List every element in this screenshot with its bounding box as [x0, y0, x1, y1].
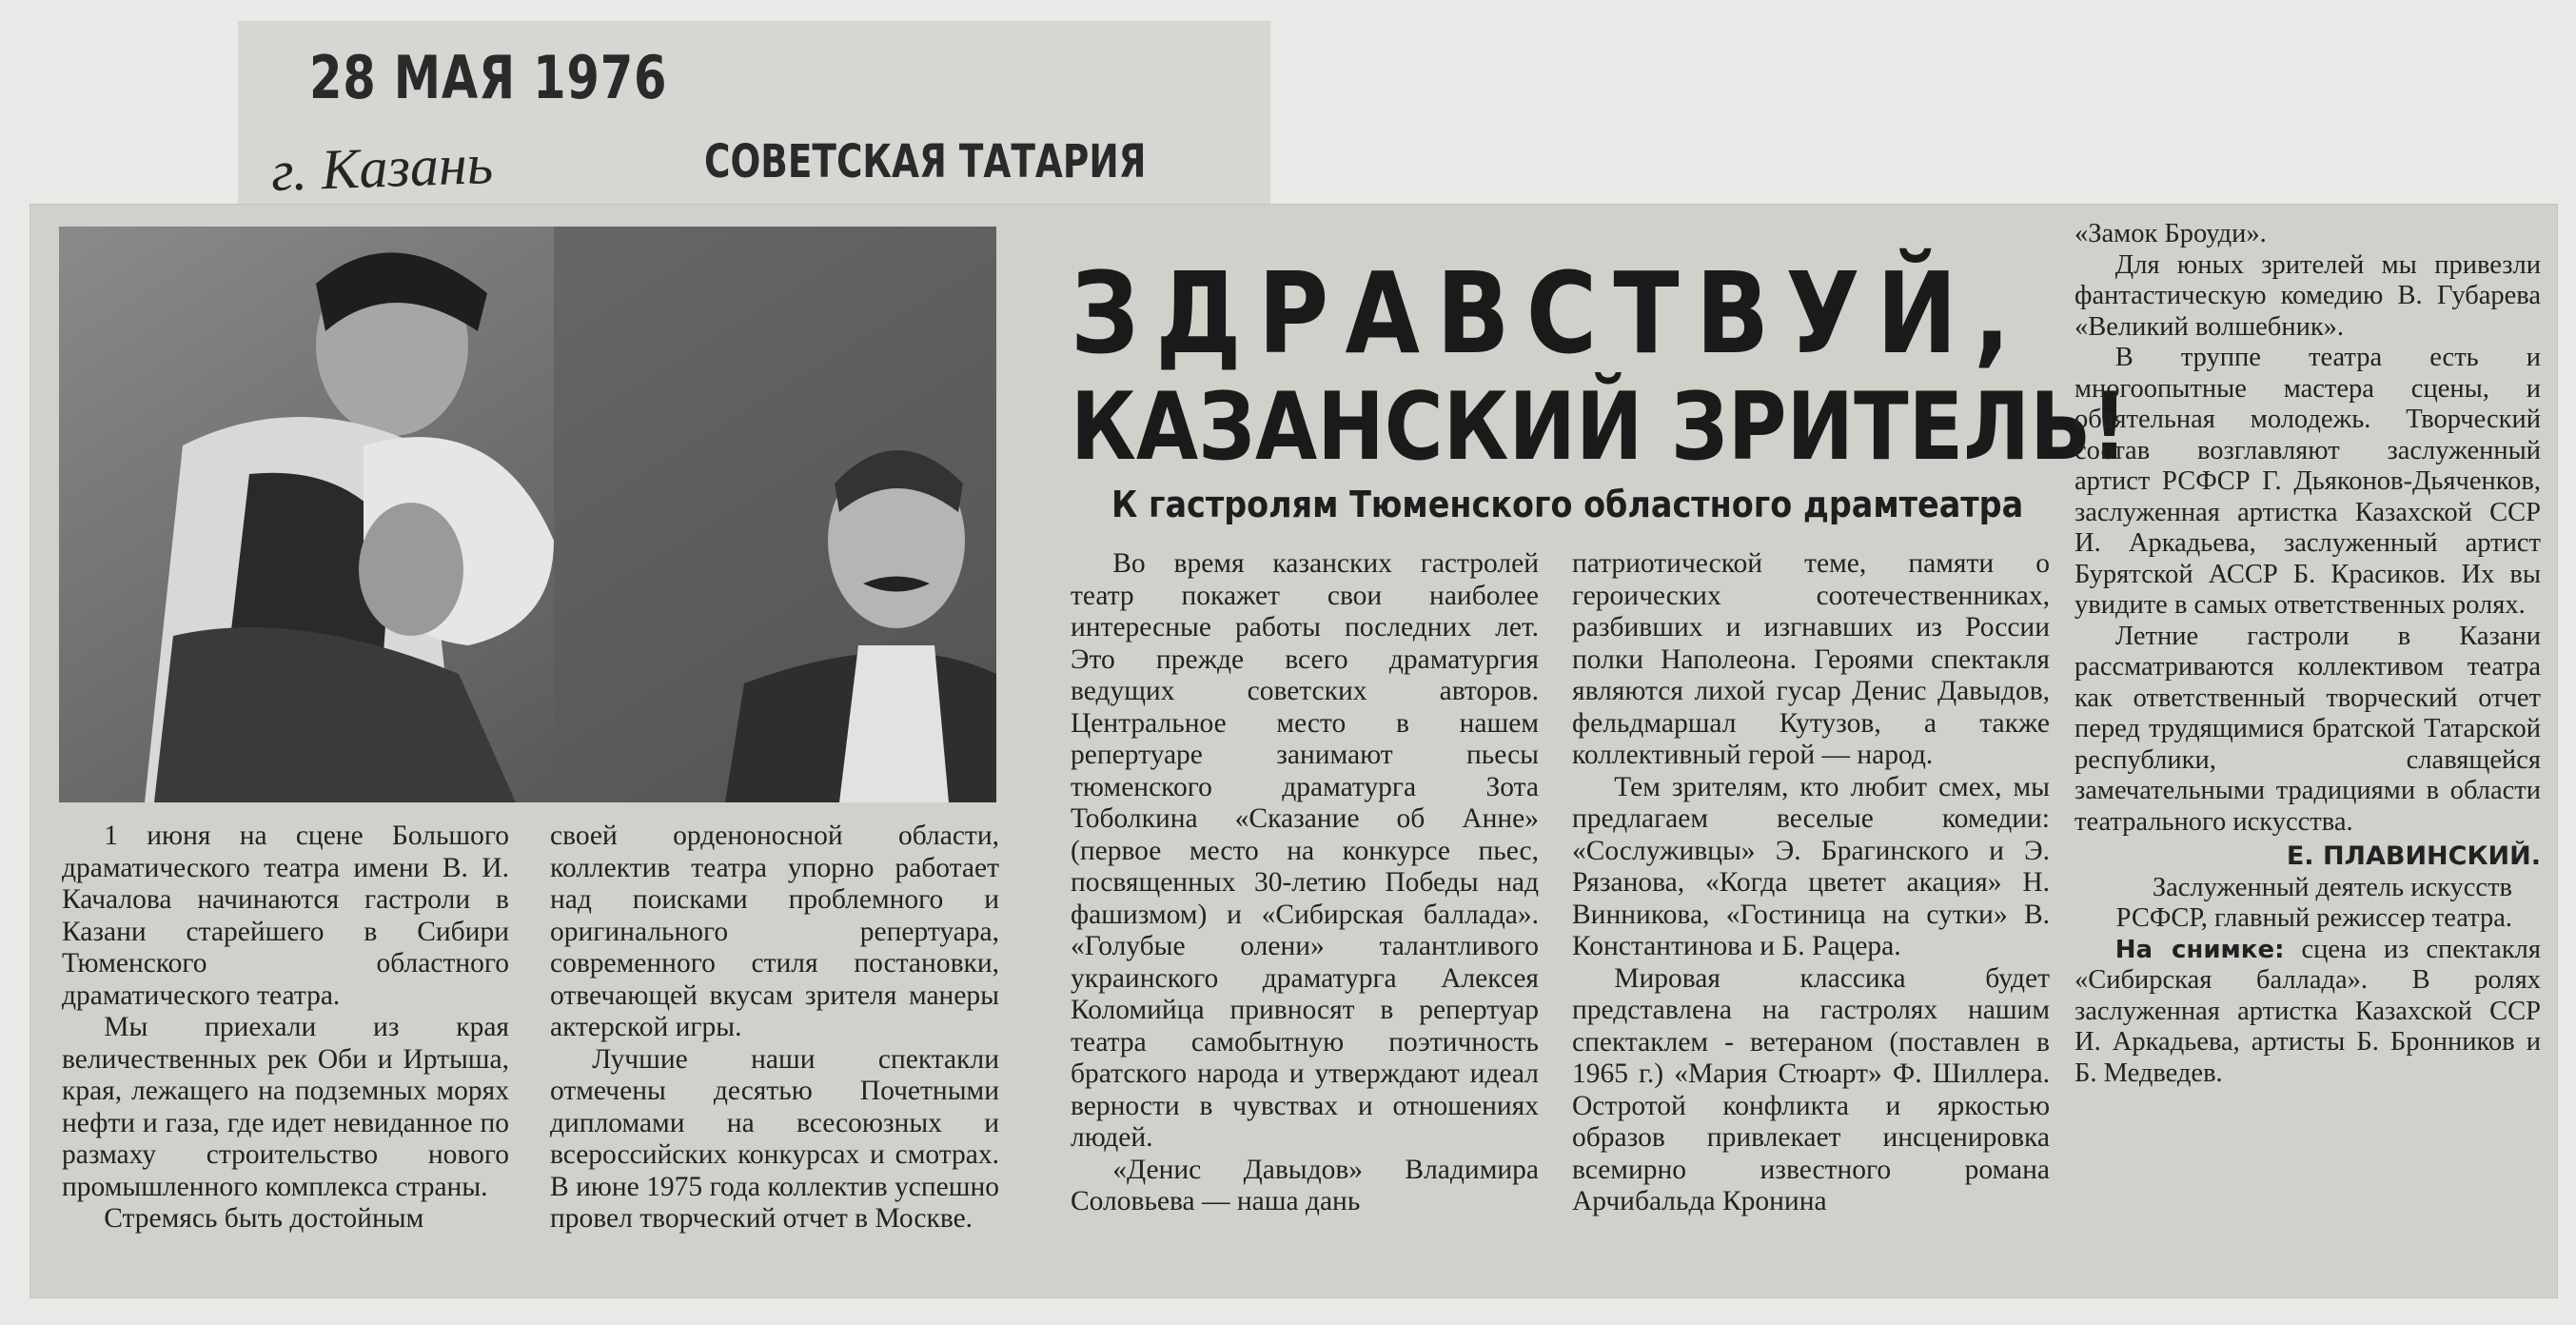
paragraph: своей орденоносной области, коллектив театра упорно работает над поисками проблемного и оригинального репертуара, современного стиля постановки, отвечающей вкусам зрителя манеры актерской игры. — [550, 821, 999, 1042]
paragraph: Летние гастроли в Казани рассматриваются коллективом театра как ответственный творческий отчет перед трудящимися братской Татарской республики, славящейся замечательными традициями в области театрального искусства. — [2075, 621, 2541, 837]
author-signature: Е. ПЛАВИНСКИЙ. — [2286, 841, 2541, 871]
paragraph: 1 июня на сцене Большого драматического театра имени В. И. Качалова начинаются гастроли в Казани старейшего в Сибири Тюменского областного драматического театра. — [62, 821, 509, 1011]
photo-caption — [2075, 935, 2541, 1090]
article-subtitle: К гастролям Тюменского областного драмтеатра — [1111, 484, 2024, 525]
paragraph: Лучшие наши спектакли отмечены десятью Почетными дипломами на всесоюзных и всероссийских конкурсах и смотрах. В июне 1975 года коллектив успешно провел творческий отчет в Москве. — [550, 1043, 999, 1234]
stamp-newspaper-name: СОВЕТСКАЯ ТАТАРИЯ — [704, 135, 1147, 188]
article-column-4 — [1572, 548, 2050, 1218]
article-column-5 — [2075, 219, 2541, 1089]
paragraph: Во время казанских гастролей театр покажет свои наиболее интересные работы последних лет. Это прежде всего драматургия ведущих советских авторов. Центральное место в нашем репертуаре занимают пьесы тюменского драматурга Зота Тоболкина «Сказание об Анне» (первое место на конкурсе пьес, посвященных 30-летию Победы над фашизмом) и «Сибирская баллада». «Голубые олени» талантливого украинского драматурга Алексея Коломийца привносят в репертуар театра самобытную поэтичность братского народа и утверждают идеал верности в чувствах и отношениях людей. — [1071, 548, 1539, 1153]
scene-photo-illustration — [59, 227, 996, 802]
paragraph: Стремясь быть достойным — [104, 1203, 424, 1234]
article-column-3 — [1071, 548, 1539, 1218]
paragraph: «Денис Давыдов» Владимира Соловьева — наша дань — [1071, 1154, 1539, 1216]
article-headline — [1071, 247, 2128, 482]
headline-line-1: ЗДРАВСТВУЙ, — [1071, 247, 2027, 379]
article-column-2 — [550, 821, 999, 1236]
paragraph: «Замок Броуди». — [2075, 219, 2267, 248]
paragraph: Мировая классика будет представлена на гастролях нашим спектаклем - ветераном (поставлен в 1965 г.) «Мария Стюарт» Ф. Шиллера. Остротой конфликта и яркостью образов привлекает инсценировка всемирно известного романа Арчибальда Кронина — [1572, 962, 2050, 1216]
photo-caption-label: На снимке: — [2114, 935, 2285, 964]
paragraph: патриотической теме, памяти о героических соотечественниках, разбивших и изгнавших из России полки Наполеона. Героями спектакля являются лихой гусар Денис Давыдов, фельдмаршал Кутузов, а также коллективный герой — народ. — [1572, 548, 2050, 770]
paragraph: Тем зрителям, кто любит смех, мы предлагаем веселые комедии: «Сослуживцы» Э. Брагинского и Э. Рязанова, «Когда цветет акация» Н. Винникова, «Гостиница на сутки» В. Константинова и Б. Рацера. — [1572, 771, 2050, 961]
scene-photo — [59, 227, 996, 802]
paragraph: Для юных зрителей мы привезли фантастическую комедию В. Губарева «Великий волшебник». — [2075, 249, 2541, 342]
paragraph: Мы приехали из края величественных рек Оби и Иртыша, края, лежащего на подземных морях нефти и газа, где идет невиданное по размаху строительство нового промышленного комплекса страны. — [62, 1012, 509, 1202]
paragraph: В труппе театра есть и многоопытные мастера сцены, и обаятельная молодежь. Творческий состав возглавляют заслуженный артист РСФСР Г. Дьяконов-Дьяченков, заслуженная артистка Казахской ССР И. Аркадьева, заслуженный артист Бурятской АССР Б. Красиков. Их вы увидите в самых ответственных ролях. — [2075, 343, 2541, 620]
stamp-city-handwritten: г. Казань — [269, 131, 495, 204]
headline-line-2: КАЗАНСКИЙ ЗРИТЕЛЬ! — [1071, 372, 2128, 482]
author-title: Заслуженный деятель искусств РСФСР, главный режиссер театра. — [2115, 872, 2512, 933]
stamp-date: 28 МАЯ 1976 — [309, 43, 668, 112]
photo-caption-text: сцена из спектакля «Сибирская баллада». В ролях заслуженная артистка Казахской ССР И. Аркадьева, артисты Б. Бронников и Б. Медведев. — [2075, 934, 2541, 1088]
article-column-1 — [62, 821, 509, 1236]
